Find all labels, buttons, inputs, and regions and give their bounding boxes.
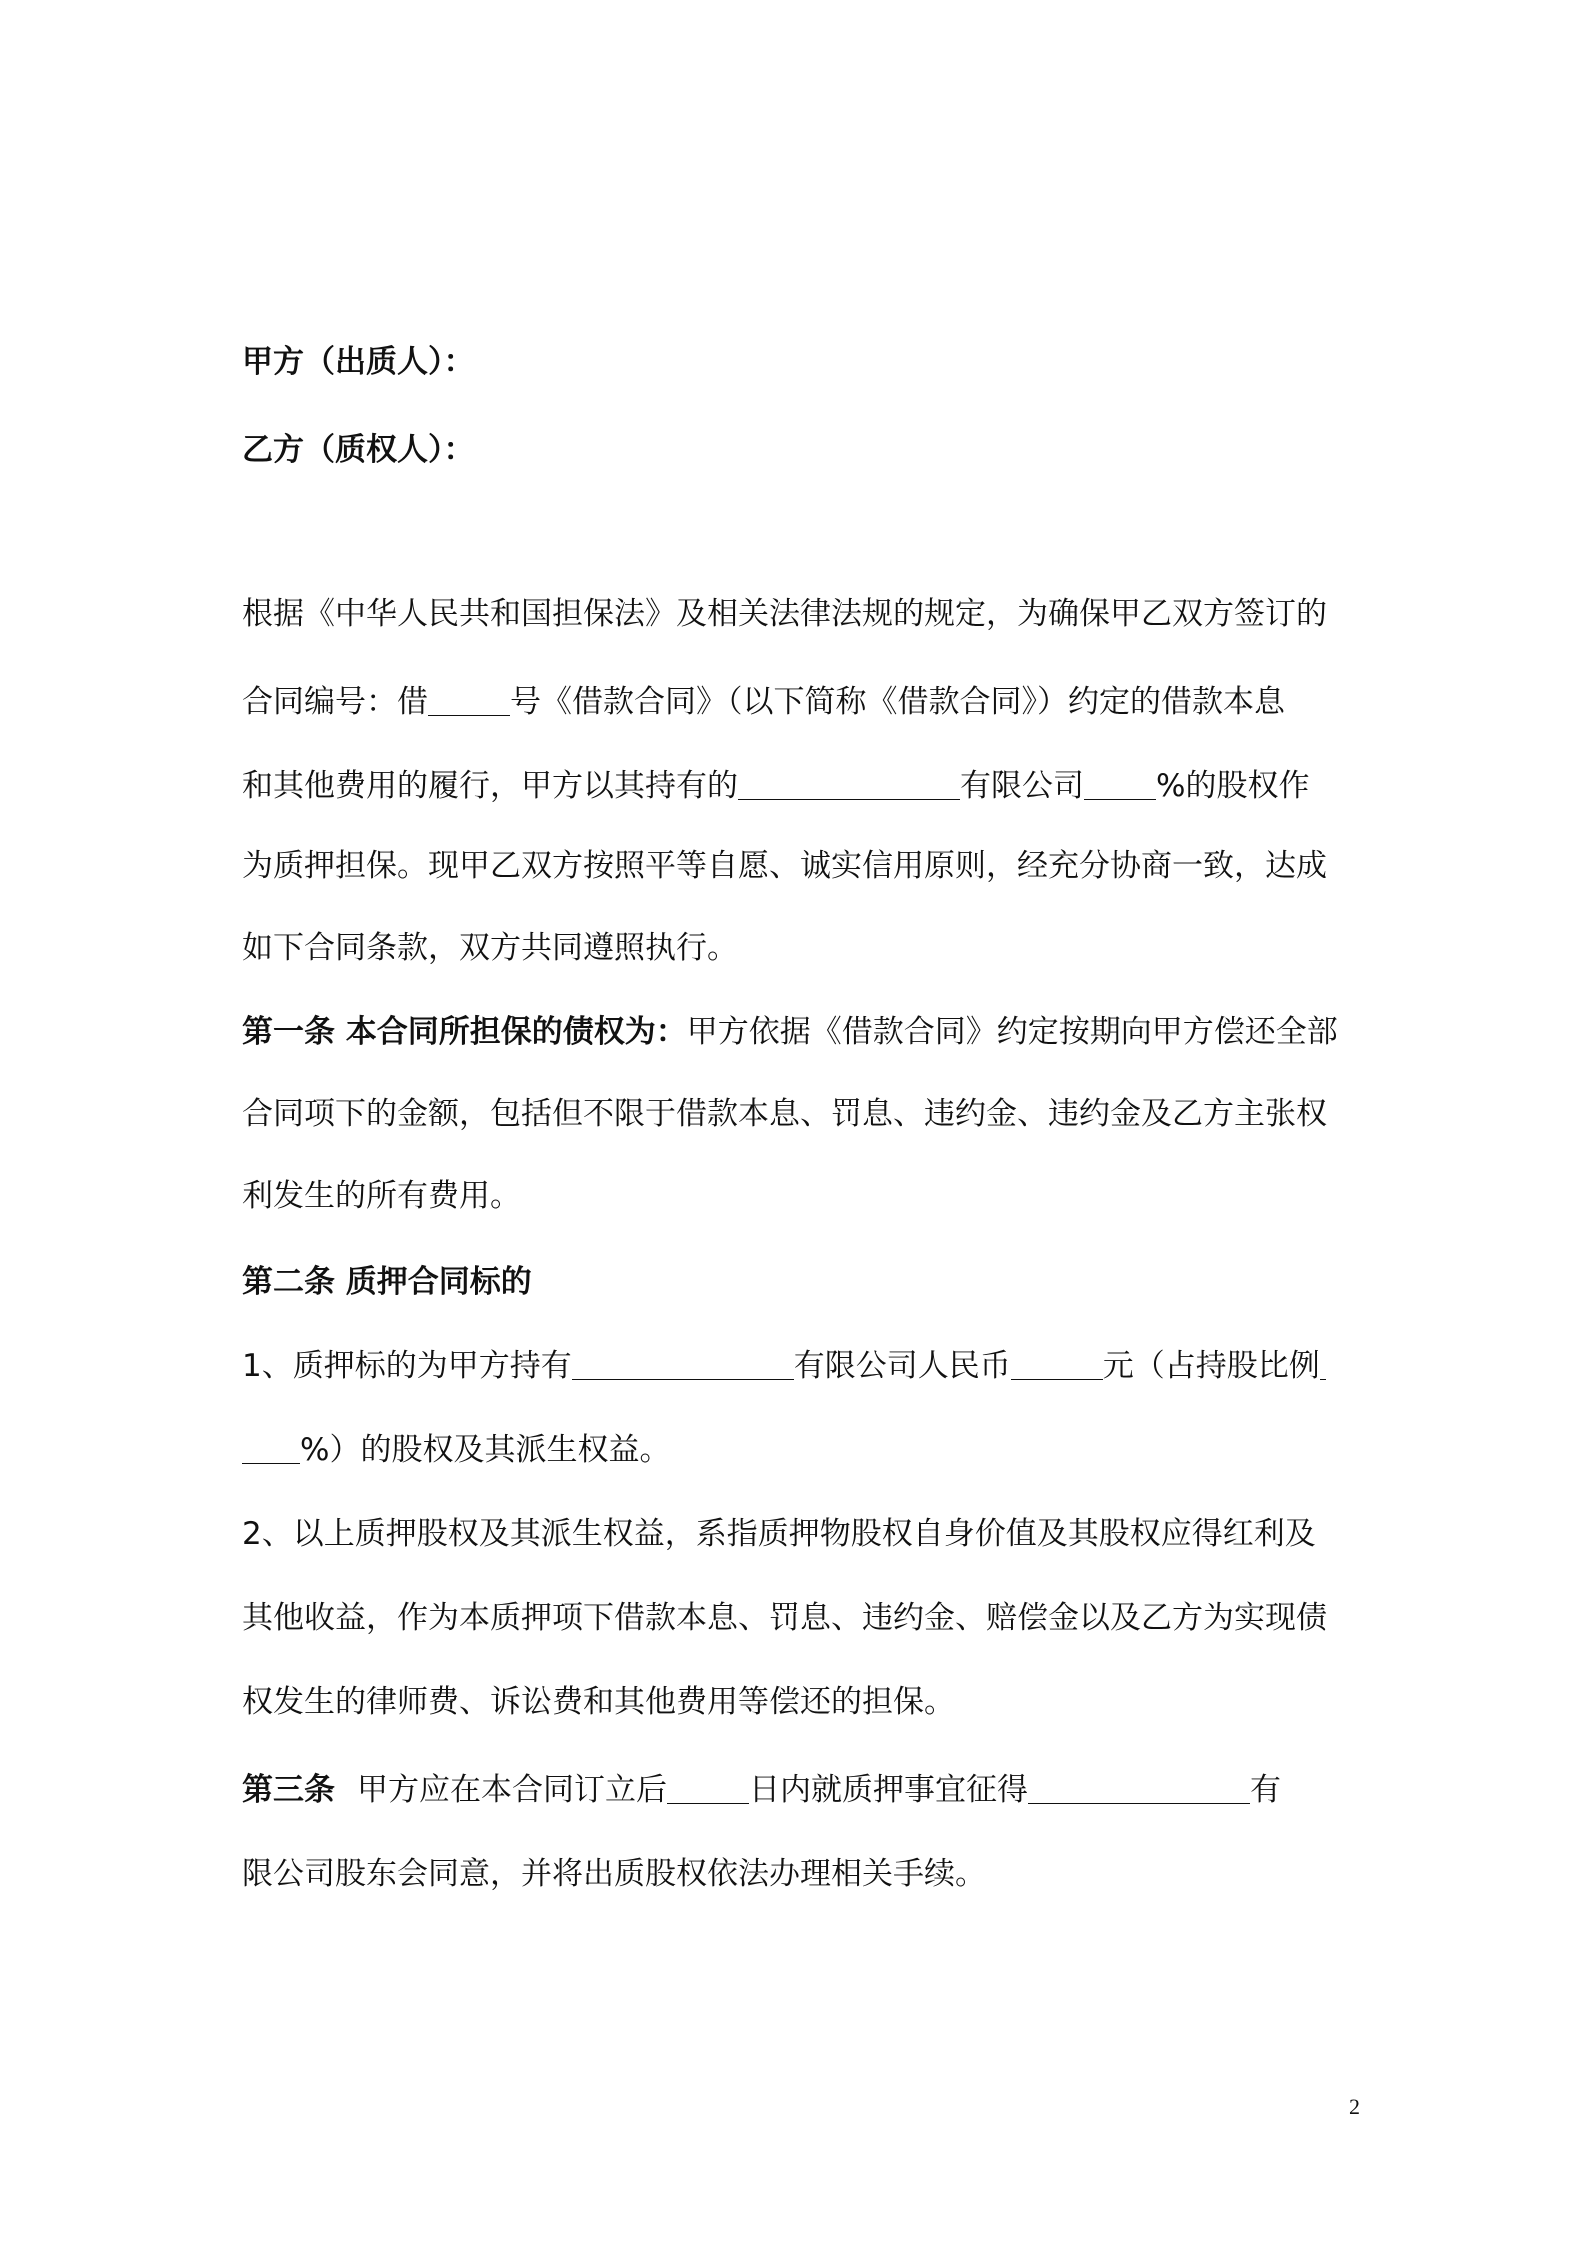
article-2-item-1-line-2 [242, 1430, 1352, 1470]
ratio-blank [242, 1433, 300, 1464]
contract-number-blank [428, 685, 510, 716]
intro-line-2 [242, 682, 1352, 722]
days-blank [667, 1773, 749, 1804]
ratio-blank-start [1320, 1349, 1326, 1380]
article-2-item-2-line-3: 权发生的律师费、诉讼费和其他费用等偿还的担保。 [242, 1684, 955, 1720]
page-number: 2 [1349, 2094, 1360, 2119]
intro-text: 合同编号：借 [242, 684, 428, 720]
party-a-label: 甲方（出质人）： [242, 344, 475, 380]
intro-line-3 [242, 766, 1352, 806]
intro-line-1: 根据《中华人民共和国担保法》及相关法律法规的规定，为确保甲乙双方签订的 [242, 596, 1327, 632]
article-2-text: %）的股权及其派生权益。 [300, 1432, 671, 1468]
article-2-item-1-line-1 [242, 1346, 1352, 1386]
article-2-heading: 第二条 质押合同标的 [242, 1264, 532, 1300]
party-b-label: 乙方（质权人）： [242, 432, 475, 468]
article-1-line-2: 合同项下的金额，包括但不限于借款本息、罚息、违约金、违约金及乙方主张权 [242, 1096, 1327, 1132]
article-1-line-1 [242, 1012, 1352, 1052]
intro-text: 号《借款合同》（以下简称《借款合同》）约定的借款本息 [510, 684, 1285, 720]
company-name-blank [572, 1349, 794, 1380]
intro-line-4: 为质押担保。现甲乙双方按照平等自愿、诚实信用原则，经充分协商一致，达成 [242, 848, 1327, 884]
company-name-blank [738, 769, 960, 800]
article-2-item-2-line-1: 2、以上质押股权及其派生权益，系指质押物股权自身价值及其股权应得红利及 [242, 1516, 1316, 1552]
article-2-item-2-line-2: 其他收益，作为本质押项下借款本息、罚息、违约金、赔偿金以及乙方为实现债 [242, 1600, 1327, 1636]
company-name-blank [1028, 1773, 1250, 1804]
intro-text: 和其他费用的履行，甲方以其持有的 [242, 768, 738, 804]
article-3-heading: 第三条 [242, 1772, 335, 1808]
article-3-text: 甲方应在本合同订立后 [357, 1772, 667, 1808]
intro-line-5: 如下合同条款，双方共同遵照执行。 [242, 930, 738, 966]
amount-blank [1011, 1349, 1103, 1380]
article-1-line-3: 利发生的所有费用。 [242, 1178, 521, 1214]
intro-text: 有限公司 [960, 768, 1084, 804]
percentage-blank [1084, 769, 1156, 800]
article-3-line-1 [242, 1770, 1352, 1810]
article-3-text: 日内就质押事宜征得 [749, 1772, 1028, 1808]
article-3-line-2: 限公司股东会同意，并将出质股权依法办理相关手续。 [242, 1856, 986, 1892]
article-2-text: 元（占持股比例 [1102, 1348, 1320, 1384]
article-2-text: 有限公司人民币 [793, 1348, 1011, 1384]
article-1-text: 甲方依据《借款合同》约定按期向甲方偿还全部 [686, 1014, 1338, 1050]
article-1-heading: 第一条 本合同所担保的债权为： [242, 1014, 687, 1050]
intro-text: %的股权作 [1156, 768, 1310, 804]
article-2-text: 1、质押标的为甲方持有 [242, 1348, 572, 1384]
article-3-text: 有 [1250, 1772, 1281, 1808]
